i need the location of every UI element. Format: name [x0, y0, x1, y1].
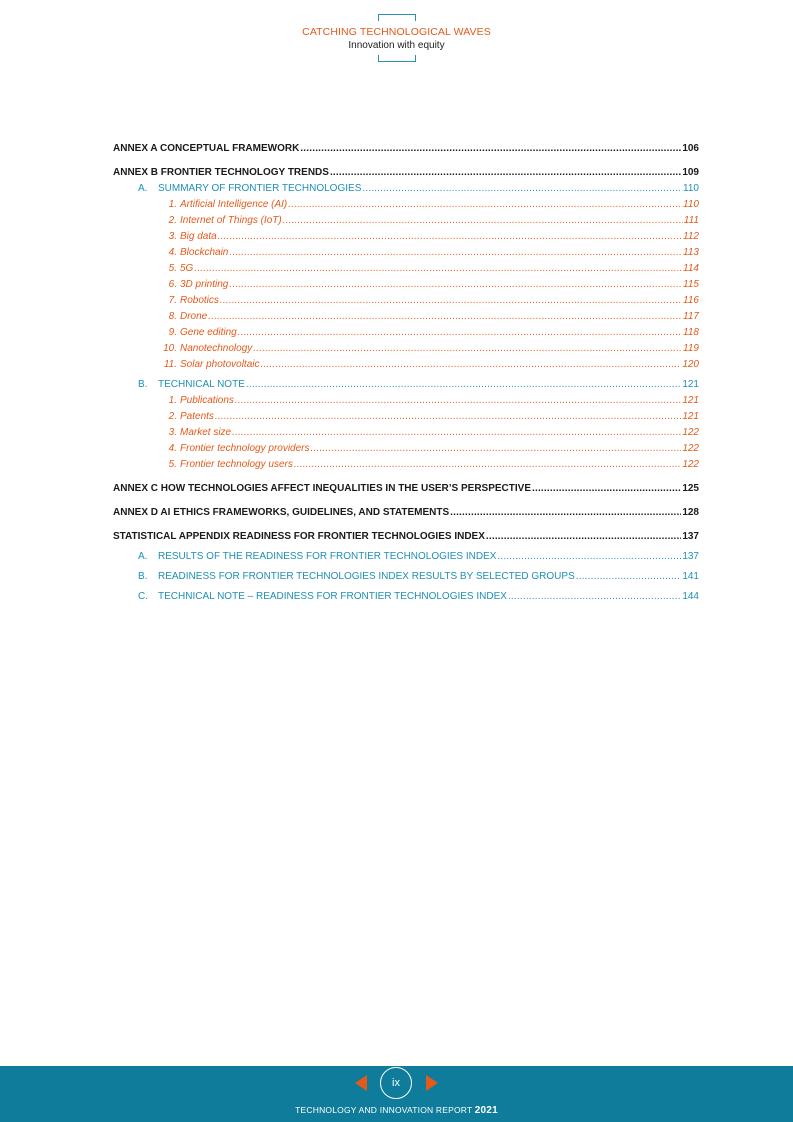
toc-page-number: 111: [683, 215, 699, 226]
toc-entry-label: Frontier technology users: [180, 459, 293, 470]
toc-entry-label: ANNEX B FRONTIER TECHNOLOGY TRENDS: [113, 167, 329, 178]
toc-item[interactable]: [113, 425, 699, 441]
toc-item-number: 5.: [168, 263, 177, 274]
toc-entry-label: Internet of Things (IoT): [180, 215, 282, 226]
toc-page-number: 137: [682, 531, 699, 542]
toc-page-number: 122: [682, 459, 699, 470]
toc-entry-label: 5G: [180, 263, 194, 274]
toc-page-number: 106: [682, 143, 699, 154]
toc-item-number: 3.: [168, 427, 177, 438]
toc-entry-label: RESULTS OF THE READINESS FOR FRONTIER TECHNOLOGIES INDEX: [158, 551, 497, 562]
header-title: CATCHING TECHNOLOGICAL WAVES: [302, 26, 491, 38]
leader-dots: [194, 261, 682, 277]
toc-entry-label: Nanotechnology: [180, 343, 253, 354]
leader-dots: [253, 341, 682, 357]
toc-item-number: 1.: [168, 199, 177, 210]
toc-item-number: 1.: [168, 395, 177, 406]
toc-entry-label: Market size: [180, 427, 232, 438]
toc-item[interactable]: [113, 441, 699, 457]
report-title-text: TECHNOLOGY AND INNOVATION REPORT: [295, 1105, 473, 1115]
leader-dots: [261, 357, 682, 373]
toc-section-b-b[interactable]: [113, 377, 699, 393]
leader-dots: [532, 481, 681, 497]
toc-item-number: 2.: [168, 215, 177, 226]
toc-page-number: 122: [682, 427, 699, 438]
leader-dots: [311, 441, 682, 457]
report-title: [0, 1105, 793, 1116]
leader-dots: [300, 141, 681, 157]
leader-dots: [330, 165, 681, 181]
toc-page-number: 141: [682, 571, 699, 582]
toc-entry-label: 3D printing: [180, 279, 229, 290]
leader-dots: [288, 197, 682, 213]
toc-section-number: B.: [138, 571, 148, 582]
leader-dots: [450, 505, 681, 521]
toc-item[interactable]: [113, 213, 699, 229]
toc-entry-label: Artificial Intelligence (AI): [180, 199, 288, 210]
toc-page-number: 117: [683, 311, 699, 322]
page-number: ix: [380, 1067, 412, 1099]
toc-item-number: 3.: [168, 231, 177, 242]
leader-dots: [229, 277, 682, 293]
toc-item[interactable]: [113, 309, 699, 325]
toc-item[interactable]: [113, 197, 699, 213]
report-year: 2021: [474, 1105, 498, 1116]
leader-dots: [486, 529, 681, 545]
toc-page-number: 121: [682, 379, 699, 390]
toc-item-number: 8.: [168, 311, 177, 322]
toc-section-number: C.: [138, 591, 148, 602]
leader-dots: [220, 293, 682, 309]
toc-item[interactable]: [113, 457, 699, 473]
leader-dots: [246, 377, 681, 393]
toc-entry-label: Big data: [180, 231, 217, 242]
leader-dots: [508, 589, 681, 605]
leader-dots: [576, 569, 682, 585]
toc-annex-b[interactable]: [113, 165, 699, 181]
toc-section-number: A.: [138, 551, 148, 562]
toc-page-number: 110: [683, 183, 699, 194]
toc-appendix-section-b[interactable]: [113, 569, 699, 585]
leader-dots: [215, 409, 681, 425]
toc-appendix-section-c[interactable]: [113, 589, 699, 605]
toc-item-number: 4.: [168, 443, 177, 454]
toc-item-number: 10.: [163, 343, 177, 354]
toc-section-number: B.: [138, 379, 148, 390]
toc-page-number: 122: [682, 443, 699, 454]
footer: [0, 1066, 793, 1122]
toc-statistical-appendix[interactable]: [113, 529, 699, 545]
toc-item-number: 7.: [168, 295, 177, 306]
toc-item[interactable]: [113, 409, 699, 425]
toc-entry-label: ANNEX D AI ETHICS FRAMEWORKS, GUIDELINES, AND STATEMENTS: [113, 507, 450, 518]
leader-dots: [235, 393, 681, 409]
toc-section-b-a[interactable]: [113, 181, 699, 197]
toc-page-number: 121: [682, 395, 699, 406]
toc-entry-label: READINESS FOR FRONTIER TECHNOLOGIES INDEX RESULTS BY SELECTED GROUPS: [158, 571, 575, 582]
toc-item[interactable]: [113, 261, 699, 277]
toc-page-number: 128: [682, 507, 699, 518]
leader-dots: [294, 457, 681, 473]
toc-annex-d[interactable]: [113, 505, 699, 521]
toc-item[interactable]: [113, 357, 699, 373]
leader-dots: [238, 325, 682, 341]
toc-item-number: 11.: [163, 359, 177, 370]
table-of-contents: [113, 141, 699, 605]
leader-dots: [283, 213, 683, 229]
toc-item-number: 4.: [168, 247, 177, 258]
leader-dots: [229, 245, 682, 261]
toc-item[interactable]: [113, 293, 699, 309]
toc-entry-label: ANNEX A CONCEPTUAL FRAMEWORK: [113, 143, 300, 154]
toc-entry-label: Frontier technology providers: [180, 443, 310, 454]
toc-entry-label: TECHNICAL NOTE: [158, 379, 245, 390]
toc-entry-label: ANNEX C HOW TECHNOLOGIES AFFECT INEQUALITIES IN THE USER’S PERSPECTIVE: [113, 483, 531, 494]
toc-entry-label: Robotics: [180, 295, 219, 306]
toc-annex-c[interactable]: [113, 481, 699, 497]
toc-entry-label: TECHNICAL NOTE – READINESS FOR FRONTIER TECHNOLOGIES INDEX: [158, 591, 507, 602]
toc-entry-label: Gene editing: [180, 327, 237, 338]
toc-item-number: 2.: [168, 411, 177, 422]
toc-page-number: 110: [683, 199, 699, 210]
toc-entry-label: Drone: [180, 311, 208, 322]
toc-item[interactable]: [113, 229, 699, 245]
toc-page-number: 113: [683, 247, 699, 258]
toc-item[interactable]: [113, 325, 699, 341]
toc-page-number: 109: [682, 167, 699, 178]
header-bracket-bottom: [378, 55, 416, 62]
toc-entry-label: Solar photovoltaic: [180, 359, 260, 370]
toc-annex-a[interactable]: [113, 141, 699, 157]
toc-item-number: 5.: [168, 459, 177, 470]
toc-page-number: 121: [682, 411, 699, 422]
toc-page-number: 119: [683, 343, 699, 354]
toc-entry-label: SUMMARY OF FRONTIER TECHNOLOGIES: [158, 183, 362, 194]
toc-page-number: 112: [683, 231, 699, 242]
toc-page-number: 125: [682, 483, 699, 494]
toc-entry-label: Patents: [180, 411, 214, 422]
toc-item[interactable]: [113, 277, 699, 293]
toc-page-number: 144: [682, 591, 699, 602]
toc-page-number: 118: [683, 327, 699, 338]
toc-page-number: 120: [682, 359, 699, 370]
toc-entry-label: STATISTICAL APPENDIX READINESS FOR FRONTIER TECHNOLOGIES INDEX: [113, 531, 485, 542]
toc-page-number: 115: [683, 279, 699, 290]
leader-dots: [497, 549, 681, 565]
previous-page-arrow-icon[interactable]: [355, 1075, 367, 1091]
toc-entry-label: Publications: [180, 395, 234, 406]
next-page-arrow-icon[interactable]: [426, 1075, 438, 1091]
toc-entry-label: Blockchain: [180, 247, 229, 258]
toc-page-number: 116: [683, 295, 699, 306]
toc-appendix-section-a[interactable]: [113, 549, 699, 565]
toc-item[interactable]: [113, 341, 699, 357]
leader-dots: [208, 309, 682, 325]
toc-item[interactable]: [113, 393, 699, 409]
toc-page-number: 114: [683, 263, 699, 274]
toc-page-number: 137: [682, 551, 699, 562]
leader-dots: [362, 181, 682, 197]
toc-section-number: A.: [138, 183, 148, 194]
toc-item-number: 9.: [168, 327, 177, 338]
header-subtitle: Innovation with equity: [348, 40, 445, 51]
leader-dots: [232, 425, 681, 441]
toc-item[interactable]: [113, 245, 699, 261]
header-bracket-top: [378, 14, 416, 21]
leader-dots: [218, 229, 682, 245]
toc-item-number: 6.: [168, 279, 177, 290]
